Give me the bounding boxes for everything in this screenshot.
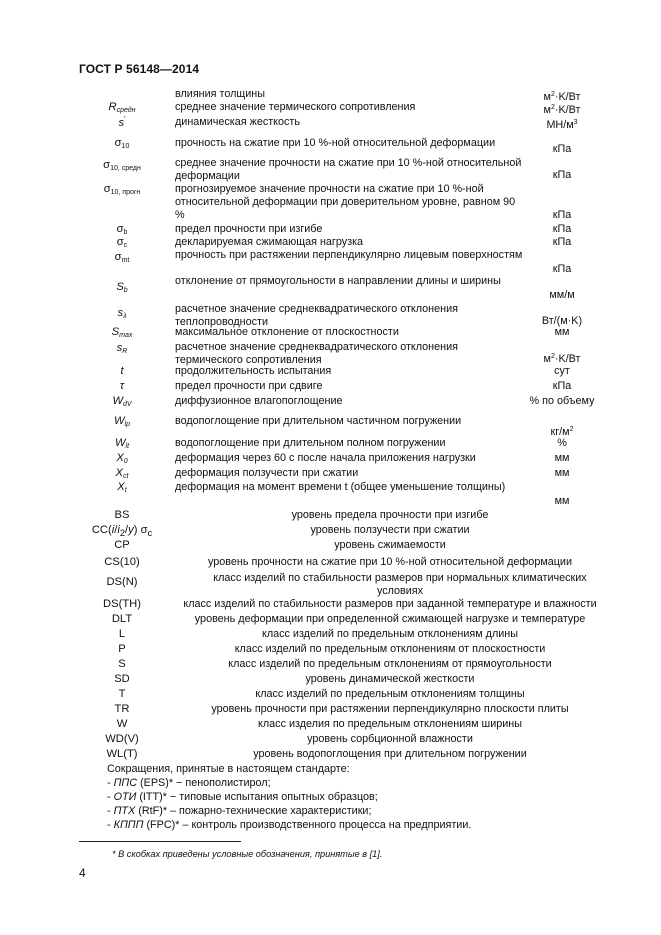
symbol-description: среднее значение термического сопротивления (175, 101, 416, 113)
symbol-description: деформация на момент времени t (общее уменьшение толщины) (175, 481, 506, 493)
symbol-description: прочность на сжатие при 10 %-ной относительной деформации (175, 137, 496, 149)
symbol-cell: $X_t$ (117, 481, 127, 494)
code-symbol: P (118, 643, 126, 655)
symbol-cell: $W_{lt}$ (114, 437, 130, 450)
abbreviation-item: - ППС (EPS)* − пенополистирол; (107, 777, 271, 789)
code-symbol: SD (114, 673, 130, 685)
symbol-unit: $кг/м^2$ (550, 426, 574, 438)
symbol-cell: $s_\lambda$ (117, 307, 127, 320)
symbol-description: динамическая жесткость (175, 116, 300, 128)
symbol-unit: мм (554, 467, 570, 479)
symbol-cell: $W_{lp}$ (113, 415, 130, 428)
code-symbol: DS(N) (106, 576, 138, 588)
symbol-cell: $s_R$ (116, 342, 128, 355)
code-symbol: $CC(i/i_2/y)$ $\sigma_c$ (91, 524, 153, 539)
symbol-description: декларируемая сжимающая нагрузка (175, 236, 364, 248)
symbol-unit: кПа (552, 143, 572, 155)
code-description: уровень динамической жесткости (305, 673, 475, 685)
code-symbol: DLT (111, 613, 133, 625)
code-symbol: CS(10) (104, 556, 140, 568)
symbol-cell: $S_{max}$ (111, 326, 133, 339)
symbol-cell: τ (119, 380, 125, 392)
symbol-description: продолжительность испытания (175, 365, 332, 377)
symbol-unit: % (557, 437, 567, 449)
symbol-unit: $МН/м^3$ (546, 119, 578, 131)
document-header: ГОСТ Р 56148—2014 (79, 62, 200, 76)
code-description: класс изделий по предельным отклонениям длины (261, 628, 519, 640)
footnote-divider (79, 841, 241, 842)
symbol-cell: $\sigma_{mt}$ (114, 251, 130, 264)
symbol-unit: кПа (552, 169, 572, 181)
symbol-cell: s′ (118, 116, 126, 129)
symbol-description: расчетное значение среднеквадратического отклонения теплопроводности (175, 303, 458, 329)
abbreviations-intro: Сокращения, принятые в настоящем стандарте: (107, 763, 350, 775)
symbol-description: предел прочности при изгибе (175, 223, 323, 235)
symbol-description: отклонение от прямоугольности в направлении длины и ширины (175, 275, 501, 287)
symbol-unit: кПа (552, 236, 572, 248)
code-symbol: L (118, 628, 126, 640)
symbol-unit: сут (554, 365, 570, 377)
symbol-cell: $\sigma_{10}$ (114, 137, 130, 150)
code-description: уровень деформации при определенной сжимающей нагрузке и температуре (194, 613, 586, 625)
symbol-unit: кПа (552, 263, 572, 275)
code-description: класс изделий по стабильности размеров при нормальных климатических условиях (213, 572, 587, 598)
symbol-description: водопоглощение при длительном частичном погружении (175, 415, 462, 427)
code-description: уровень прочности при растяжении перпендикулярно плоскости плиты (211, 703, 569, 715)
symbol-unit: кПа (552, 209, 572, 221)
code-description: уровень прочности на сжатие при 10 %-ной относительной деформации (208, 556, 572, 568)
code-description: класс изделий по стабильности размеров при заданной температуре и влажности (183, 598, 597, 610)
code-description: уровень сжимаемости (334, 539, 446, 551)
abbreviation-item: - ОТИ (ITT)* − типовые испытания опытных образцов; (107, 791, 378, 803)
abbreviation-item: - ПТХ (RtF)* – пожарно-технические характеристики; (107, 805, 372, 817)
symbol-unit: мм/м (549, 289, 575, 301)
code-symbol: CP (114, 539, 130, 551)
code-symbol: BS (114, 509, 130, 521)
code-description: уровень сорбционной влажности (307, 733, 473, 745)
symbol-cell: t (120, 365, 124, 377)
code-description: класс изделий по предельным отклонениям от плоскостности (234, 643, 546, 655)
symbol-description: деформация ползучести при сжатии (175, 467, 359, 479)
symbol-cell: $W_{dV}$ (112, 395, 132, 408)
code-symbol: WD(V) (105, 733, 139, 745)
symbol-description: диффузионное влагопоглощение (175, 395, 343, 407)
symbol-description: прогнозируемое значение прочности на сжатие при 10 %-ной относительной деформации при доверительном уровне, равном 90 % (175, 183, 516, 222)
symbol-cell: $\sigma_{10, средн}$ (103, 159, 141, 172)
symbol-cell: $X_{ct}$ (115, 467, 129, 480)
symbol-unit: $м^2\cdot K/Вт$ (543, 104, 581, 116)
symbol-unit: мм (554, 495, 570, 507)
code-description: уровень ползучести при сжатии (310, 524, 470, 536)
code-description: уровень предела прочности при изгибе (291, 509, 489, 521)
symbol-cell: $\sigma_{10, прогн}$ (103, 183, 141, 196)
symbol-description: максимальное отклонение от плоскостности (175, 326, 399, 338)
code-symbol: T (118, 688, 126, 700)
symbol-unit: мм (554, 452, 570, 464)
symbol-description: расчетное значение среднеквадратического отклонения термического сопротивления (175, 341, 458, 367)
code-symbol: WL(T) (106, 748, 138, 760)
symbol-unit: Вт/(м·K) (541, 315, 583, 327)
symbol-cell: $\sigma_b$ (116, 223, 128, 236)
abbreviation-item: - КППП (FPC)* – контроль производственного процесса на предприятии. (107, 819, 472, 831)
code-symbol: W (116, 718, 128, 730)
code-symbol: S (118, 658, 126, 670)
symbol-description: предел прочности при сдвиге (175, 380, 323, 392)
symbol-unit: кПа (552, 223, 572, 235)
code-description: класс изделий по предельным отклонениям толщины (255, 688, 525, 700)
code-symbol: DS(TH) (103, 598, 141, 610)
symbol-unit: $м^2\cdot K/Вт$ (543, 353, 581, 365)
symbol-unit: % по объему (529, 395, 595, 407)
symbol-cell: $S_b$ (116, 281, 128, 294)
page-number: 4 (79, 866, 86, 880)
symbol-unit: кПа (552, 380, 572, 392)
symbol-cell: $\sigma_c$ (116, 236, 128, 249)
symbol-description: водопоглощение при длительном полном погружении (175, 437, 446, 449)
footnote: * В скобках приведены условные обозначения, принятые в [1]. (112, 849, 383, 859)
symbol-unit: $м^2\cdot K/Вт$ (543, 91, 581, 103)
symbol-description: деформация через 60 с после начала приложения нагрузки (175, 452, 476, 464)
code-description: класс изделия по предельным отклонениям ширины (258, 718, 522, 730)
symbol-unit: мм (554, 326, 570, 338)
symbol-cell: $X_0$ (116, 452, 128, 465)
symbol-description: влияния толщины (175, 88, 266, 100)
symbol-description: прочность при растяжении перпендикулярно лицевым поверхностям (175, 249, 523, 261)
symbol-cell: $R_{средн}$ (108, 101, 136, 114)
code-symbol: TR (114, 703, 130, 715)
symbol-description: среднее значение прочности на сжатие при 10 %-ной относительной деформации (175, 157, 522, 183)
code-description: класс изделий по предельным отклонениям от прямоугольности (228, 658, 552, 670)
code-description: уровень водопоглощения при длительном погружении (253, 748, 527, 760)
